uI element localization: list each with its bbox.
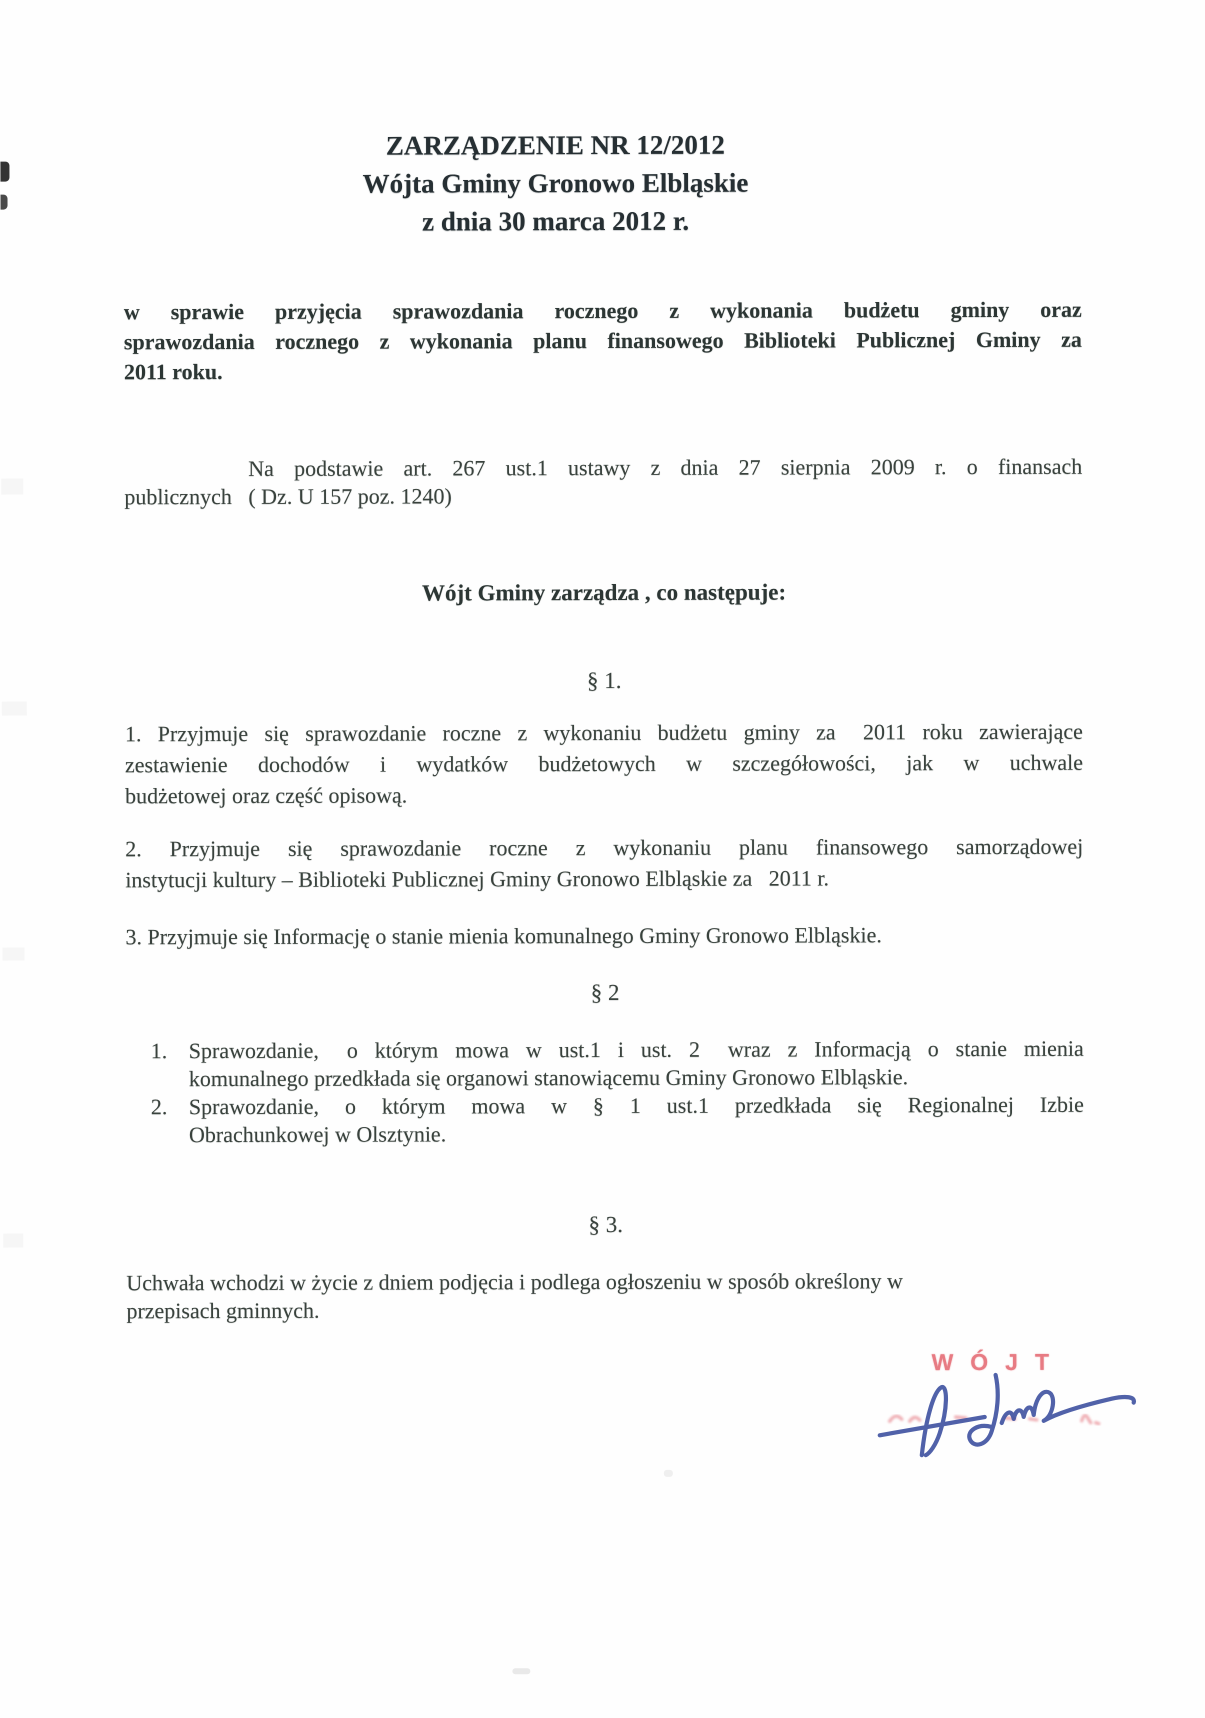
- list-item: [151, 1035, 1084, 1093]
- section-2-heading: § 2: [590, 979, 620, 1006]
- paragraph-line: instytucji kultury – Biblioteki Publicznej Gminy Gronowo Elbląskie za 2011 r.: [125, 865, 830, 893]
- closing-paragraph: [126, 1267, 1084, 1326]
- section-3-heading: § 3.: [588, 1211, 623, 1238]
- scan-speck: [512, 1668, 530, 1674]
- list-item-line: Sprawozdanie, o którym mowa w ust.1 i ust. 2 wraz z Informacją o stanie mienia: [188, 1035, 1084, 1064]
- scan-band: [3, 1234, 23, 1248]
- subject-paragraph: [124, 295, 1082, 388]
- scan-speck: [664, 1470, 673, 1477]
- subject-line-3: 2011 roku.: [123, 358, 223, 385]
- list-item-line: Obrachunkowej w Olsztynie.: [188, 1121, 447, 1148]
- list-item: [151, 1091, 1084, 1149]
- title-line-date: z dnia 30 marca 2012 r.: [422, 205, 690, 237]
- paragraph-line: budżetowej oraz część opisową.: [125, 782, 408, 809]
- list-item-line: Sprawozdanie, o którym mowa w § 1 ust.1 przedkłada się Regionalnej Izbie: [188, 1091, 1084, 1120]
- closing-line-2: przepisach gminnych.: [126, 1297, 320, 1324]
- scan-band: [2, 948, 24, 961]
- section-1-paragraph-3: [125, 919, 1083, 953]
- list-item-marker: 1.: [150, 1038, 168, 1064]
- subject-line-1: w sprawie przyjęcia sprawozdania rocznego z wykonania budżetu gminy oraz: [123, 296, 1082, 325]
- scan-edge-mark: [0, 162, 9, 182]
- legal-basis-line-1: Na podstawie art. 267 ust.1 ustawy z dnia 27 sierpnia 2009 r. o finansach: [248, 453, 1083, 481]
- wojt-stamp-label: WÓJT: [931, 1348, 1067, 1376]
- handwritten-signature: [859, 1335, 1159, 1476]
- closing-line-1: Uchwała wchodzi w życie z dniem podjęcia i podlega ogłoszeniu w sposób określony w: [126, 1268, 903, 1296]
- section-1-paragraph-2: [125, 831, 1083, 896]
- section-1-heading: § 1.: [586, 667, 622, 694]
- section-1-paragraph-1: [125, 716, 1083, 812]
- legal-basis-paragraph: [124, 453, 1082, 512]
- blue-ink-strokes: [880, 1375, 1134, 1456]
- section-2-list: [151, 1035, 1084, 1149]
- paragraph-line: zestawienie dochodów i wydatków budżetowych w szczegółowości, jak w uchwale: [124, 749, 1084, 778]
- list-item-line: komunalnego przedkłada się organowi stanowiącemu Gminy Gronowo Elbląskie.: [188, 1064, 909, 1092]
- title-line-number: ZARZĄDZENIE NR 12/2012: [385, 129, 725, 161]
- scan-edge-mark: [1, 195, 8, 210]
- paragraph-line: 2. Przyjmuje się sprawozdanie roczne z wykonaniu planu finansowego samorządowej: [125, 833, 1084, 862]
- document-title: [0, 125, 1110, 242]
- paragraph-line: 1. Przyjmuje się sprawozdanie roczne z wykonaniu budżetu gminy za 2011 roku zawierające: [124, 718, 1083, 747]
- title-line-issuer: Wójta Gminy Gronowo Elbląskie: [362, 167, 749, 199]
- legal-basis-line-2: publicznych ( Dz. U 157 poz. 1240): [124, 483, 452, 510]
- order-intro: Wójt Gminy zarządza , co następuje:: [421, 579, 787, 606]
- paragraph-line: 3. Przyjmuje się Informację o stanie mienia komunalnego Gminy Gronowo Elbląskie.: [125, 922, 882, 950]
- list-item-marker: 2.: [150, 1094, 168, 1120]
- scan-band: [2, 702, 27, 716]
- scan-band: [1, 479, 23, 495]
- subject-line-2: sprawozdania rocznego z wykonania planu finansowego Biblioteki Publicznej Gminy za: [123, 326, 1082, 355]
